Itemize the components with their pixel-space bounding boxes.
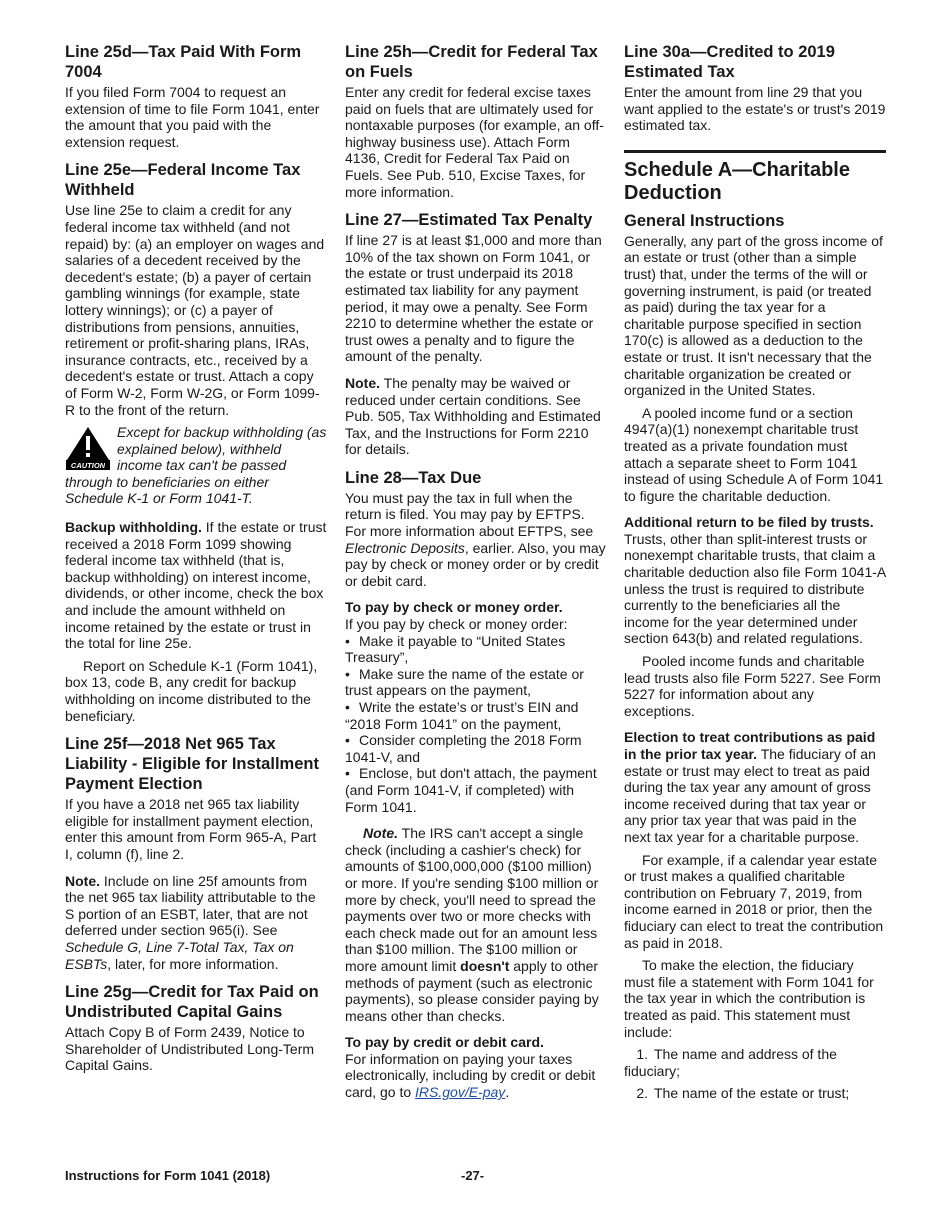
card-lead: To pay by credit or debit card. — [345, 1034, 544, 1051]
para-note-check-limit — [345, 825, 607, 1024]
bullet-icon — [345, 732, 359, 748]
item-text: The name and address of the fiduciary; — [624, 1046, 837, 1079]
item-text: The name of the estate or trust; — [654, 1085, 850, 1102]
section-divider — [624, 150, 886, 153]
irs-epay-link[interactable]: IRS.gov/E-pay — [415, 1084, 506, 1101]
caution-box — [65, 424, 327, 507]
column-1 — [65, 42, 327, 1080]
para-backup-withholding — [65, 519, 327, 652]
list-item — [345, 732, 607, 765]
bullet-text: Enclose, but don't attach, the payment (and Form 1041-V, if completed) with Form 1041. — [345, 765, 597, 815]
note2-bold: doesn't — [460, 957, 510, 974]
bullet-text: Make sure the name of the estate or trust appears on the payment, — [345, 665, 584, 699]
note-lead: Note. — [65, 872, 100, 889]
para-card — [345, 1051, 607, 1101]
list-item — [345, 699, 607, 732]
note-body-1: Include on line 25f amounts from the net 965 tax liability attributable to the S portion of an ESBT, later, that are not deferred under section 965(i). See — [65, 872, 316, 939]
line-28-body-1: You must pay the tax in full when the return is filed. You may pay by EFTPS. For more information about EFTPS, see — [345, 489, 594, 540]
list-item — [345, 633, 607, 666]
para-pooled-5227: Pooled income funds and charitable lead trusts also file Form 5227. See Form 5227 for information about any exceptions. — [624, 653, 881, 719]
bullet-icon — [345, 666, 359, 682]
para-line-25h: Enter any credit for federal excise taxes paid on fuels that are ultimately used for nontaxable purposes (for example, an off-highway business use). Attach Form 4136, Credit for Federal Tax Paid on Fuels. See Pub. 510, Excise Taxes, for more information. — [345, 84, 604, 200]
bullet-text: Make it payable to “United States Treasury”, — [345, 632, 566, 666]
para-line-28 — [345, 490, 607, 590]
caution-icon — [65, 426, 111, 470]
note-body: The penalty may be waived or reduced under certain conditions. See Pub. 505, Tax Withholding and Estimated Tax, and the Instructions for Form 2210 for details. — [345, 374, 601, 458]
heading-line-25d: Line 25d—Tax Paid With Form 7004 — [65, 43, 302, 81]
heading-line-25g: Line 25g—Credit for Tax Paid on Undistributed Capital Gains — [65, 983, 319, 1022]
heading-schedule-a: Schedule A—Charitable Deduction — [624, 158, 850, 204]
para-note-27 — [345, 375, 607, 458]
para-additional-return — [624, 514, 886, 647]
caution-label: CAUTION — [70, 461, 106, 471]
note2-body-1: The IRS can't accept a single check (including a cashier's check) for amounts of $100,000,000 ($100 million) or more. If you're sending $100 million or more by check, you'll need to spread the payments over two or more checks with each check made out for an amount less than $100 million. The $100 million or more amount limit — [345, 825, 599, 974]
check-intro: If you pay by check or money order: — [345, 616, 568, 633]
para-report-k1: Report on Schedule K-1 (Form 1041), box 13, code B, any credit for backup withholding on income distributed to the beneficiary. — [65, 657, 318, 724]
list-item — [624, 1085, 886, 1102]
bullet-icon — [345, 699, 359, 715]
para-line-27: If line 27 is at least $1,000 and more than 10% of the tax shown on Form 1041, or the estate or trust underpaid its 2018 estimated tax liability for any payment period, it may owe a penalty. See Form 2210 to determine whether the estate or trust owes a penalty and to figure the amount of the penalty. — [345, 232, 602, 365]
heading-line-30a: Line 30a—Credited to 2019 Estimated Tax — [624, 43, 835, 81]
note-lead: Note. — [345, 374, 380, 391]
line-28-italic: Electronic Deposits — [345, 539, 465, 556]
bullet-text: Consider completing the 2018 Form 1041-V, and — [345, 732, 582, 765]
heading-line-27: Line 27—Estimated Tax Penalty — [345, 211, 593, 230]
elect-body: The fiduciary of an estate or trust may elect to treat as paid during the tax year any amount of gross income received during that tax year or any prior tax year that was paid in the next tax year for a charitable purpose. — [624, 746, 876, 845]
caution-text: Except for backup withholding (as explained below), withheld income tax can't be passed through to beneficiaries on either Schedule K-1 or Form 1041-T. — [65, 424, 327, 507]
column-3 — [624, 42, 886, 1108]
para-make-election: To make the election, the fiduciary must file a statement with Form 1041 for the tax year in which the contribution is treated as paid. This statement must include: — [624, 957, 874, 1040]
note-italic: Schedule G, Line 7-Total Tax, Tax on ESBTs — [65, 938, 294, 972]
item-number: 1. — [636, 1046, 648, 1063]
bullet-icon — [345, 633, 359, 649]
para-election — [624, 729, 886, 845]
page-number: -27- — [461, 1168, 485, 1183]
para-line-30a: Enter the amount from line 29 that you want applied to the estate's or trust's 2019 estimated tax. — [624, 84, 886, 134]
heading-general-instructions: General Instructions — [624, 211, 785, 230]
heading-line-25f: Line 25f—2018 Net 965 Tax Liability - Eligible for Installment Payment Election — [65, 735, 319, 794]
backup-lead: Backup withholding. — [65, 519, 202, 536]
card-end: . — [505, 1084, 510, 1101]
heading-line-28: Line 28—Tax Due — [345, 468, 482, 487]
para-example: For example, if a calendar year estate or trust makes a qualified charitable contribution on February 7, 2019, from income earned in 2018 or prior, then the fiduciary can elect to treat the contribution as paid in 2018. — [624, 851, 884, 951]
heading-line-25e: Line 25e—Federal Income Tax Withheld — [65, 161, 301, 200]
para-note-25f — [65, 873, 327, 973]
note2-lead: Note. — [363, 825, 398, 842]
note-body-2: , later, for more information. — [107, 955, 279, 972]
list-item — [345, 765, 607, 815]
check-lead: To pay by check or money order. — [345, 599, 563, 616]
elect-lead: Election to treat contributions as paid in the prior tax year. — [624, 729, 876, 762]
para-line-25f: If you have a 2018 net 965 tax liability eligible for installment payment election, enter this amount from Form 965-A, Part I, column (f), line 2. — [65, 796, 317, 862]
bullet-text: Write the estate’s or trust’s EIN and “2018 Form 1041” on the payment, — [345, 699, 579, 732]
para-line-25g: Attach Copy B of Form 2439, Notice to Shareholder of Undistributed Long-Term Capital Gains. — [65, 1024, 315, 1074]
addl-body: Trusts, other than split-interest trusts or nonexempt charitable trusts, that claim a charitable deduction also file Form 1041-A unless the trust is required to distribute currently to the beneficiaries all the income for the year determined under section 643(b) and related regulations. — [624, 530, 886, 647]
list-item — [345, 666, 607, 699]
para-pooled-fund: A pooled income fund or a section 4947(a)(1) nonexempt charitable trust treated as a private foundation must attach a separate sheet to Form 1041 instead of using Schedule A of Form 1041 to figure the charitable deduction. — [624, 404, 884, 504]
heading-line-25h: Line 25h—Credit for Federal Tax on Fuels — [345, 43, 598, 81]
addl-lead: Additional return to be filed by trusts. — [624, 514, 874, 531]
item-number: 2. — [636, 1085, 648, 1102]
para-line-25d: If you filed Form 7004 to request an extension of time to file Form 1041, enter the amount that you paid with the extension request. — [65, 84, 320, 150]
list-item — [624, 1046, 886, 1079]
backup-body: If the estate or trust received a 2018 Form 1099 showing federal income tax withheld (that is, backup withholding) on interest income, dividends, or other income, check the box and include the amount withheld on income retained by the estate or trust in the total for line 25e. — [65, 519, 327, 652]
para-line-25e: Use line 25e to claim a credit for any federal income tax withheld (and not repaid) by: (a) an employer on wages and salaries of a decedent received by the decedent's estate; (b) a payer of certain gambling winnings (for example, state lottery winnings); or (c) a payer of distributions from pensions, annuities, retirement or profit-sharing plans, IRAs, insurance contracts, etc., received by a decedent's estate or trust. Attach a copy of Form W-2, Form W-2G, or Form 1099-R to the front of the return. — [65, 202, 325, 418]
bullet-icon — [345, 765, 359, 781]
card-body: For information on paying your taxes electronically, including by credit or debit card, go to — [345, 1050, 596, 1101]
para-general: Generally, any part of the gross income of an estate or trust (other than a simple trust) that, under the terms of the will or governing instrument, is paid (or treated as paid) during the tax year for a charitable purpose specified in section 170(c) is allowed as a deduction to the estate or trust. It isn't necessary that the charitable organization be created or organized in the United States. — [624, 232, 883, 399]
line-28-body-2: , earlier. Also, you may pay by check or money order or by credit or debit card. — [345, 539, 606, 589]
column-2 — [345, 42, 607, 1107]
footer-title: Instructions for Form 1041 (2018) — [65, 1168, 271, 1183]
note2-body-2: apply to other methods of payment (such as electronic payments), so please consider paying by means other than checks. — [345, 957, 599, 1024]
